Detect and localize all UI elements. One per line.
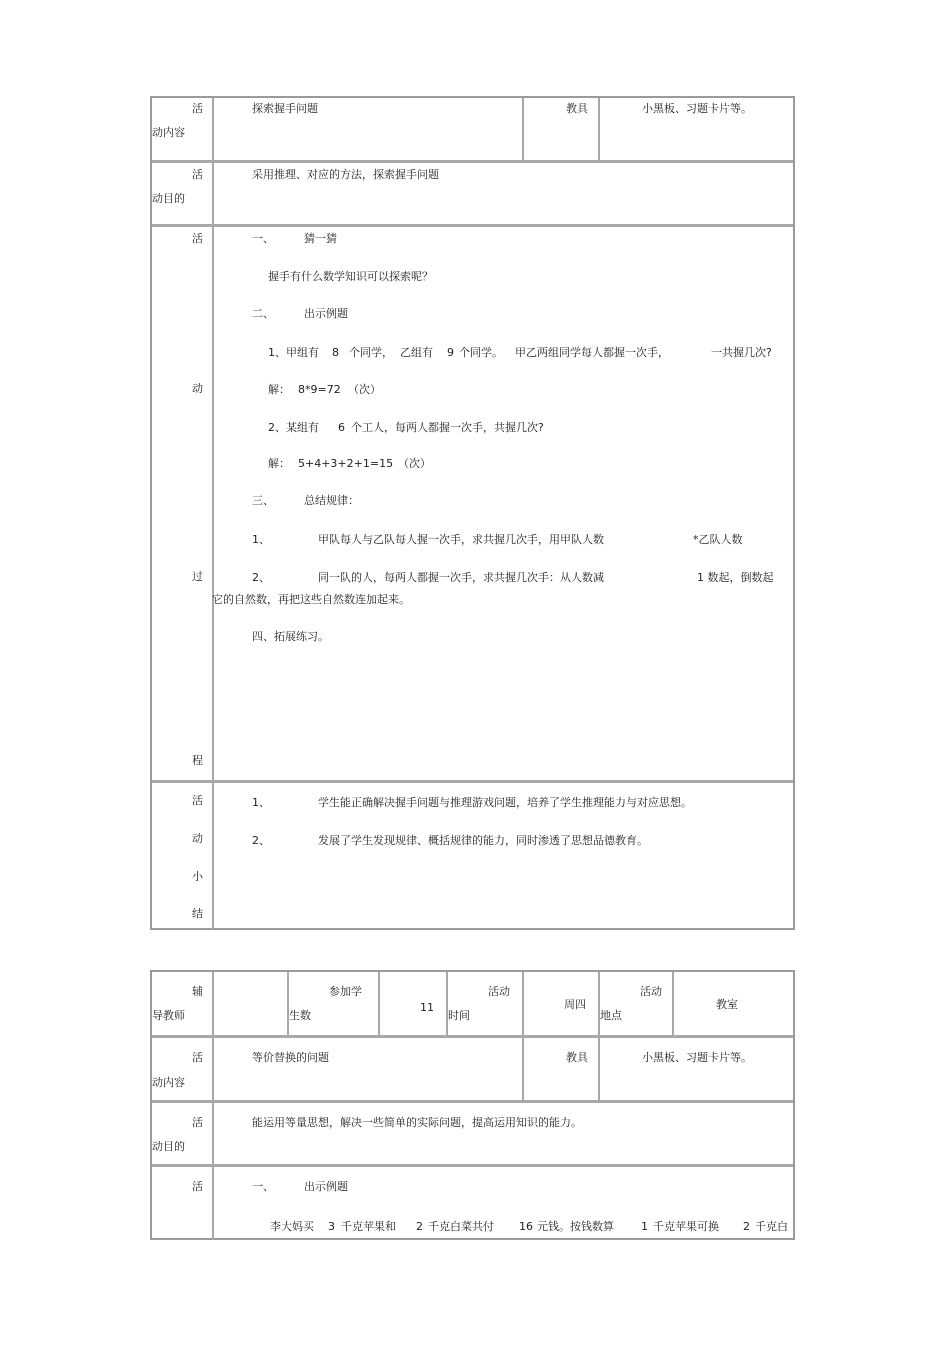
row-label-process-4: 程 [192, 754, 203, 767]
activity-table-2 [150, 970, 795, 1240]
teacher-label-a: 辅 [192, 985, 203, 998]
summary-2-num: 2、 [252, 834, 270, 847]
process-line-11-text: 四、拓展练习。 [252, 630, 329, 643]
column-divider [212, 98, 214, 930]
activity-content-value: 等价替换的问题 [252, 1051, 329, 1064]
activity-goal-value: 能运用等量思想，解决一些简单的实际问题，提高运用知识的能力。 [252, 1116, 582, 1129]
tools-label: 教具 [566, 102, 588, 115]
example-1-part: 乙组有 [400, 346, 433, 359]
row-label-summary-3: 小 [192, 870, 203, 883]
example-1-part: 一共握几次? [711, 346, 772, 359]
column-divider [598, 98, 600, 160]
example-1-part: 9 [447, 346, 454, 359]
solution-2-part: 5+4+3+2+1=15 [298, 457, 394, 470]
time-value: 周四 [564, 998, 586, 1011]
row-label-content-a: 活 [192, 1051, 203, 1064]
column-divider [522, 98, 524, 160]
example-part: 3 [328, 1220, 335, 1233]
row-label-process-1: 活 [192, 1180, 203, 1193]
process-heading-text: 出示例题 [304, 1180, 348, 1193]
teacher-label-b: 导教师 [152, 1009, 185, 1022]
time-label-a: 活动 [488, 985, 510, 998]
solution-2-part: 解： [268, 457, 290, 470]
example-1-part: 个同学， [349, 346, 393, 359]
example-1-part: 8 [332, 346, 339, 359]
activity-table-1 [150, 96, 795, 930]
process-line-1-text: 猜一猜 [304, 232, 337, 245]
solution-2-part: （次） [398, 457, 431, 470]
row-label-content-b: 动内容 [152, 1076, 185, 1089]
solution-1-part: 8*9=72 [298, 383, 341, 396]
summary-1-text: 学生能正确解决握手问题与推理游戏问题，培养了学生推理能力与对应思想。 [318, 796, 692, 809]
process-line-1-num: 一、 [252, 232, 274, 245]
example-part: 千克苹果和 [341, 1220, 396, 1233]
column-divider [378, 972, 380, 1035]
example-part: 千克白菜共付 [428, 1220, 494, 1233]
row-divider [152, 160, 793, 163]
solution-1-part: 解： [268, 383, 290, 396]
column-divider [287, 972, 289, 1035]
summary-2-text: 发展了学生发现规律、概括规律的能力，同时渗透了思想品德教育。 [318, 834, 648, 847]
example-part: 李大妈买 [270, 1220, 314, 1233]
example-part: 2 [743, 1220, 750, 1233]
example-1-part: 1、甲组有 [268, 346, 319, 359]
row-label-summary-1: 活 [192, 794, 203, 807]
summary-1-num: 1、 [252, 796, 270, 809]
time-label-b: 时间 [448, 1009, 470, 1022]
example-part: 千克白 [755, 1220, 788, 1233]
example-part: 1 [641, 1220, 648, 1233]
tools-value: 小黑板、习题卡片等。 [642, 102, 752, 115]
column-divider [446, 972, 448, 1035]
rule-1-extra: *乙队人数 [693, 533, 743, 546]
tools-value: 小黑板、习题卡片等。 [642, 1051, 752, 1064]
students-value: 11 [420, 1001, 434, 1014]
row-divider [152, 780, 793, 783]
row-label-process-3: 过 [192, 570, 203, 583]
process-heading-num: 一、 [252, 1180, 274, 1193]
example-2-part: 个工人，每两人都握一次手，共握几次? [351, 421, 544, 434]
students-label-b: 生数 [289, 1009, 311, 1022]
process-line-8-num: 三、 [252, 494, 274, 507]
row-divider [152, 1164, 793, 1167]
rule-1-text: 甲队每人与乙队每人握一次手，求共握几次手，用甲队人数 [318, 533, 604, 546]
place-label-b: 地点 [600, 1009, 622, 1022]
example-part: 2 [416, 1220, 423, 1233]
activity-content-value: 探索握手问题 [252, 102, 318, 115]
row-label-goal-b: 动目的 [152, 1140, 185, 1153]
row-divider [152, 1100, 793, 1103]
row-divider [152, 224, 793, 227]
row-divider [152, 1035, 793, 1038]
row-label-goal-a: 活 [192, 1116, 203, 1129]
rule-1-num: 1、 [252, 533, 270, 546]
row-label-process-2: 动 [192, 382, 203, 395]
process-line-3-num: 二、 [252, 307, 274, 320]
column-divider [672, 972, 674, 1035]
rule-2-extra: 1 数起，倒数起 [697, 571, 774, 584]
process-line-8-text: 总结规律： [304, 494, 359, 507]
process-line-2-text: 握手有什么数学知识可以探索呢？ [268, 270, 433, 283]
row-label-goal-b: 动目的 [152, 192, 185, 205]
example-2-part: 6 [338, 421, 345, 434]
row-label-content-b: 动内容 [152, 126, 185, 139]
example-2-part: 2、某组有 [268, 421, 319, 434]
solution-1-part: （次） [348, 383, 381, 396]
students-label-a: 参加学 [329, 985, 362, 998]
example-1-part: 个同学。 [459, 346, 503, 359]
place-label-a: 活动 [640, 985, 662, 998]
process-line-3-text: 出示例题 [304, 307, 348, 320]
example-part: 千克苹果可换 [653, 1220, 719, 1233]
example-1-part: 甲乙两组同学每人都握一次手， [515, 346, 669, 359]
row-label-content-a: 活 [192, 102, 203, 115]
activity-goal-value: 采用推理、对应的方法，探索握手问题 [252, 168, 439, 181]
row-label-summary-2: 动 [192, 832, 203, 845]
rule-2-text: 同一队的人，每两人都握一次手，求共握几次手：从人数减 [318, 571, 604, 584]
tools-label: 教具 [566, 1051, 588, 1064]
example-part: 16 [519, 1220, 533, 1233]
row-label-process-1: 活 [192, 232, 203, 245]
example-part: 元钱。按钱数算 [537, 1220, 614, 1233]
rule-2-num: 2、 [252, 571, 270, 584]
place-value: 教室 [716, 998, 738, 1011]
rule-2-continued: 它的自然数，再把这些自然数连加起来。 [212, 593, 410, 606]
column-divider [212, 972, 214, 1240]
row-label-goal-a: 活 [192, 168, 203, 181]
row-label-summary-4: 结 [192, 907, 203, 920]
